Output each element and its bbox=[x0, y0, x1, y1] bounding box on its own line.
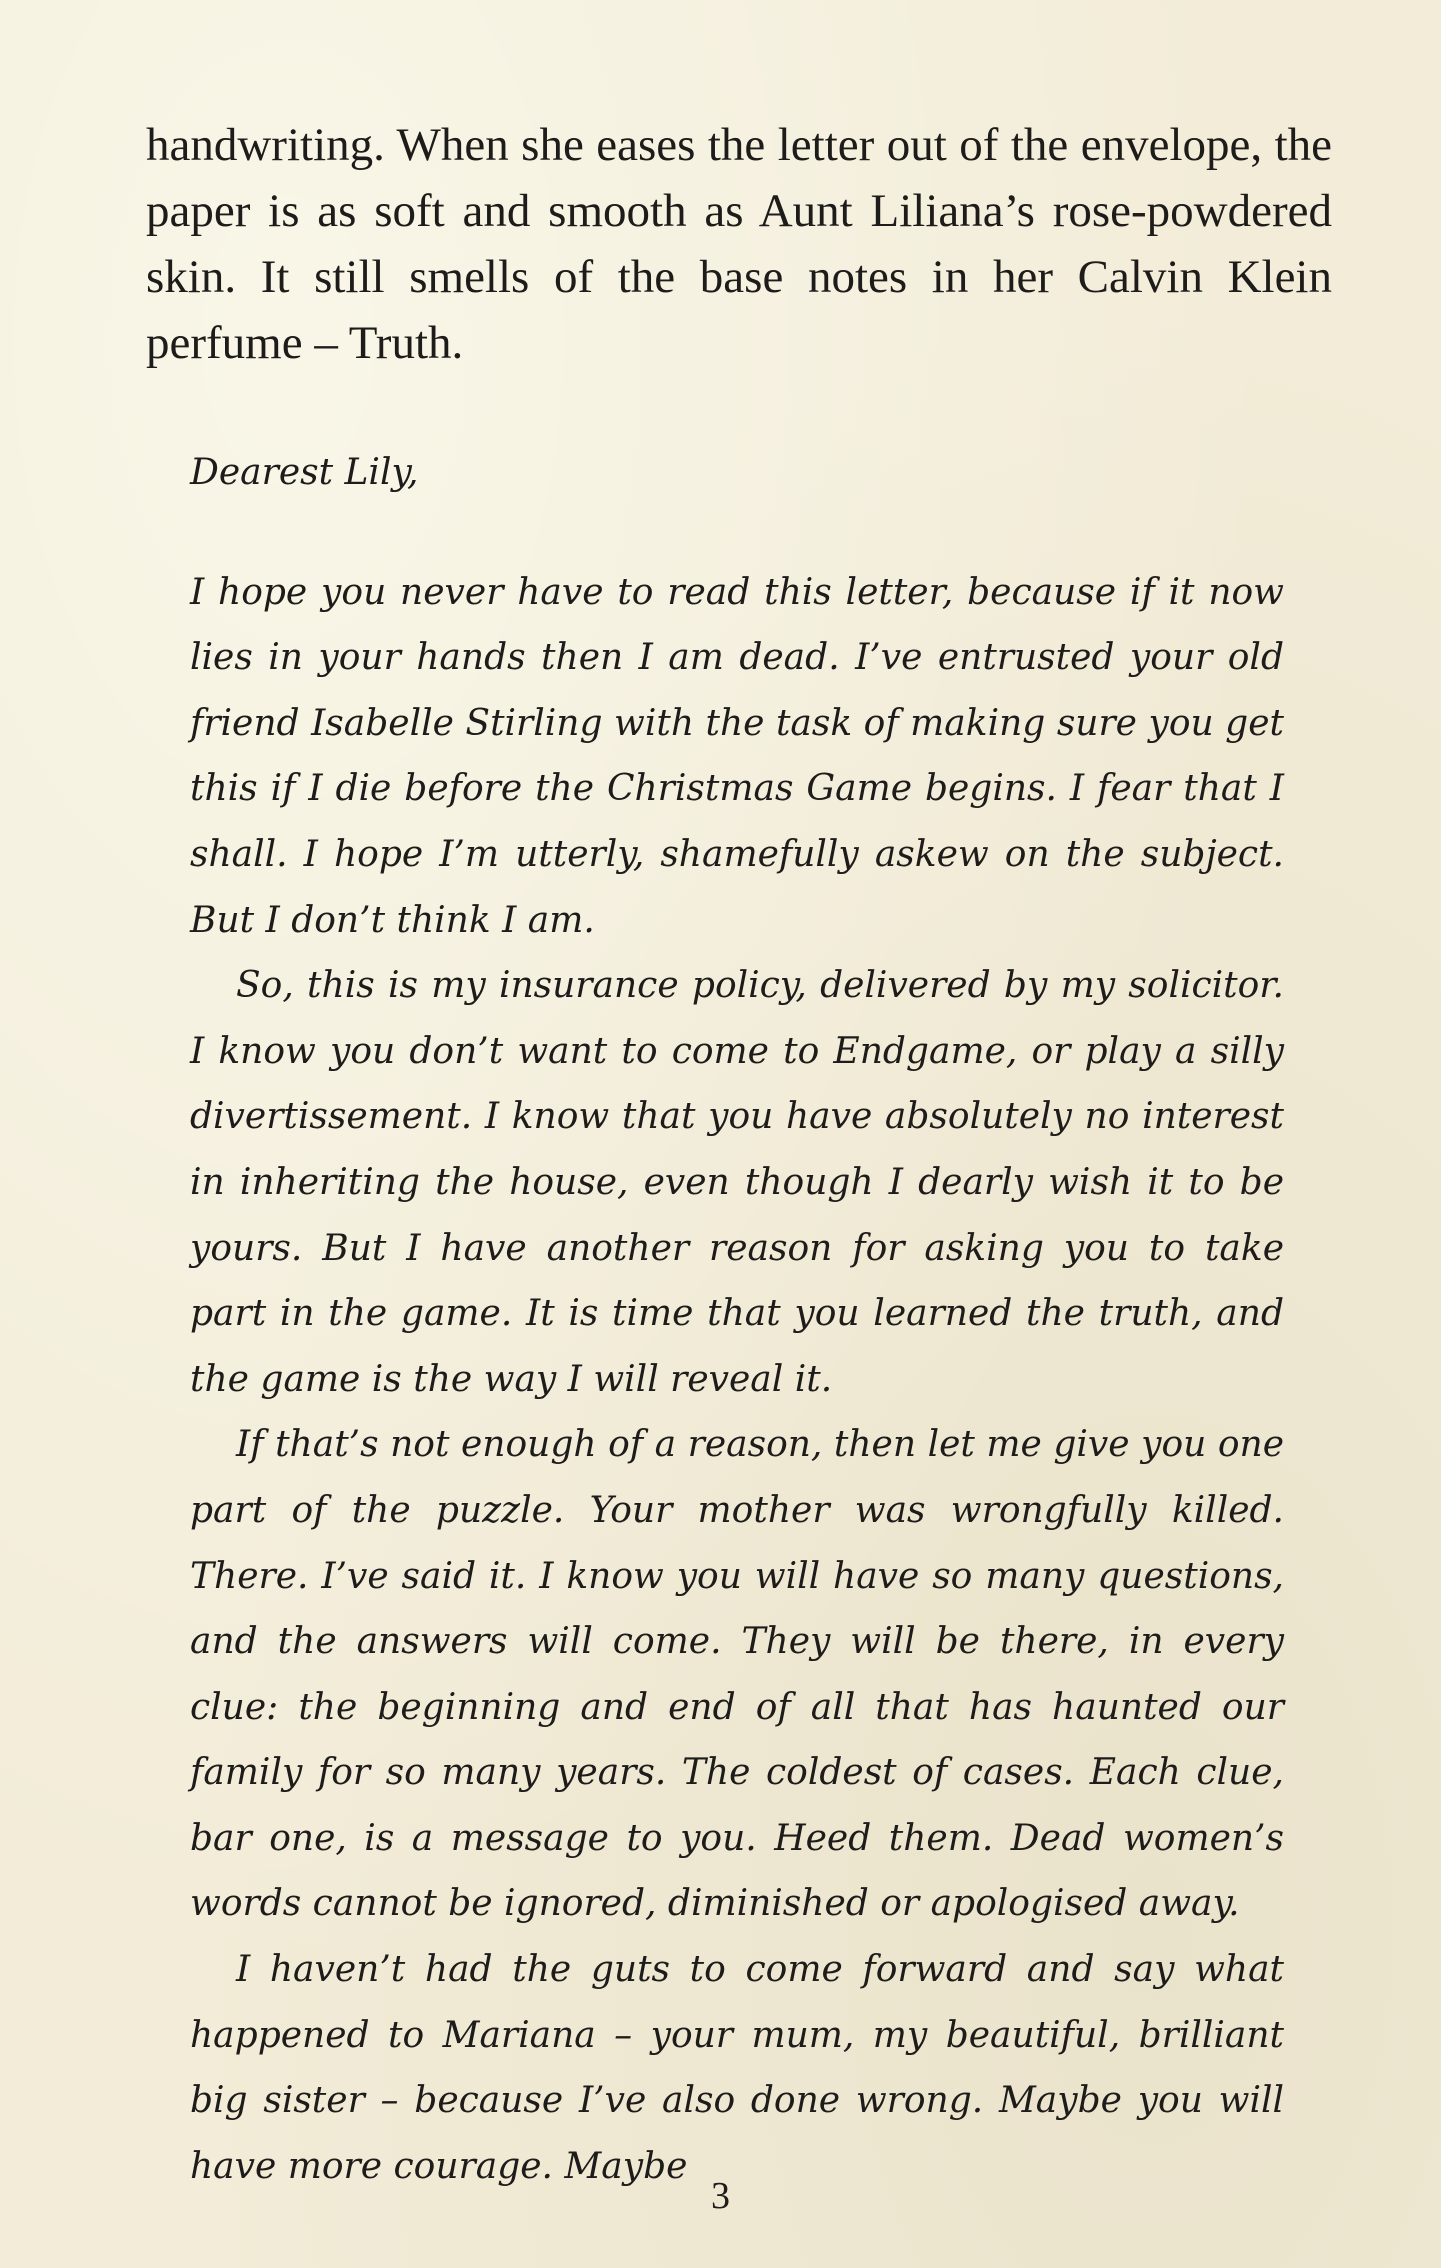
letter-paragraph-1: I hope you never have to read this letter, because if it now lies in your hands then I am dead. I’ve entrusted your old friend Isabelle Stirling with the task of making sure you get this if I die before the Christmas Game begins. I fear that I shall. I hope I’m utterly, shamefully askew on the subject. But I don’t think I am. bbox=[190, 571, 1284, 941]
letter-paragraph-4: I haven’t had the guts to come forward and say what happened to Mariana – your mum, my beautiful, brilliant big sister – because I’ve also done wrong. Maybe you will have more courage. Maybe bbox=[190, 1949, 1284, 2187]
handwritten-letter bbox=[190, 440, 1284, 2199]
letter-paragraph-2: So, this is my insurance policy, delivered by my solicitor. I know you don’t want to come to Endgame, or play a silly divertissement. I know that you have absolutely no interest in inheriting the house, even though I dearly wish it to be yours. But I have another reason for asking you to take part in the game. It is time that you learned the truth, and the game is the way I will reveal it. bbox=[190, 965, 1284, 1400]
page-number: 3 bbox=[711, 2175, 730, 2217]
narrative-paragraph: handwriting. When she eases the letter out of the envelope, the paper is as soft and smooth as Aunt Liliana’s rose-powdered skin. It still smells of the base notes in her Calvin Klein perfume – Truth. bbox=[146, 119, 1332, 369]
letter-salutation: Dearest Lily, bbox=[190, 452, 419, 493]
letter-paragraph-3: If that’s not enough of a reason, then let me give you one part of the puzzle. Your mother was wrongfully killed. There. I’ve said it. I know you will have so many questions, and the answers will come. They will be there, in every clue: the beginning and end of all that has haunted our family for so many years. The coldest of cases. Each clue, bar one, is a message to you. Heed them. Dead women’s words cannot be ignored, diminished or apologised away. bbox=[190, 1424, 1284, 1925]
